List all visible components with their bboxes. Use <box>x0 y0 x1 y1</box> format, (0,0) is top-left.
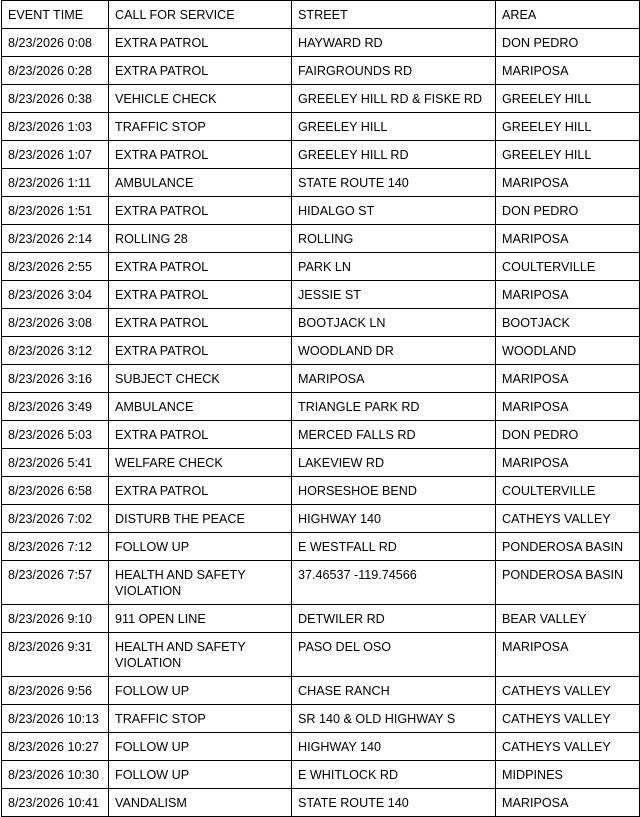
street-cell: LAKEVIEW RD <box>292 449 496 477</box>
event-time-cell: 8/23/2026 9:56 <box>2 677 109 705</box>
street-cell: GREELEY HILL <box>292 113 496 141</box>
call-for-service-cell: EXTRA PATROL <box>109 281 292 309</box>
event-time-cell: 8/23/2026 5:41 <box>2 449 109 477</box>
event-time-cell: 8/23/2026 2:55 <box>2 253 109 281</box>
area-cell: GREELEY HILL <box>496 113 640 141</box>
call-for-service-cell: 911 OPEN LINE <box>109 605 292 633</box>
area-cell: MARIPOSA <box>496 225 640 253</box>
street-cell: 37.46537 -119.74566 <box>292 561 496 605</box>
call-for-service-cell: HEALTH AND SAFETY VIOLATION <box>109 633 292 677</box>
table-row <box>2 533 640 561</box>
street-cell: JESSIE ST <box>292 281 496 309</box>
table-row <box>2 477 640 505</box>
call-for-service-cell: EXTRA PATROL <box>109 337 292 365</box>
table-row <box>2 113 640 141</box>
area-cell: PONDEROSA BASIN <box>496 533 640 561</box>
call-for-service-cell: VANDALISM <box>109 789 292 817</box>
table-row <box>2 85 640 113</box>
header-row <box>2 1 640 29</box>
area-cell: DON PEDRO <box>496 29 640 57</box>
table-row <box>2 505 640 533</box>
event-time-cell: 8/23/2026 1:11 <box>2 169 109 197</box>
area-cell: WOODLAND <box>496 337 640 365</box>
call-for-service-cell: SUBJECT CHECK <box>109 365 292 393</box>
area-cell: DON PEDRO <box>496 197 640 225</box>
event-time-cell: 8/23/2026 6:58 <box>2 477 109 505</box>
area-cell: MARIPOSA <box>496 365 640 393</box>
event-time-cell: 8/23/2026 10:30 <box>2 761 109 789</box>
call-for-service-cell: ROLLING 28 <box>109 225 292 253</box>
area-cell: MARIPOSA <box>496 169 640 197</box>
call-for-service-cell: EXTRA PATROL <box>109 141 292 169</box>
area-cell: MARIPOSA <box>496 449 640 477</box>
call-for-service-cell: VEHICLE CHECK <box>109 85 292 113</box>
event-time-cell: 8/23/2026 7:02 <box>2 505 109 533</box>
table-body <box>2 29 640 817</box>
area-cell: CATHEYS VALLEY <box>496 677 640 705</box>
street-cell: HIDALGO ST <box>292 197 496 225</box>
area-cell: DON PEDRO <box>496 421 640 449</box>
table-row <box>2 309 640 337</box>
street-cell: PASO DEL OSO <box>292 633 496 677</box>
event-time-cell: 8/23/2026 3:49 <box>2 393 109 421</box>
area-cell: GREELEY HILL <box>496 85 640 113</box>
street-cell: SR 140 & OLD HIGHWAY S <box>292 705 496 733</box>
event-time-cell: 8/23/2026 3:08 <box>2 309 109 337</box>
event-time-cell: 8/23/2026 3:12 <box>2 337 109 365</box>
header-event-time: EVENT TIME <box>2 1 109 29</box>
area-cell: BOOTJACK <box>496 309 640 337</box>
table-row <box>2 253 640 281</box>
street-cell: GREELEY HILL RD & FISKE RD <box>292 85 496 113</box>
area-cell: MARIPOSA <box>496 57 640 85</box>
call-for-service-cell: TRAFFIC STOP <box>109 113 292 141</box>
table-row <box>2 733 640 761</box>
call-for-service-cell: DISTURB THE PEACE <box>109 505 292 533</box>
street-cell: HIGHWAY 140 <box>292 505 496 533</box>
call-for-service-cell: FOLLOW UP <box>109 533 292 561</box>
street-cell: E WESTFALL RD <box>292 533 496 561</box>
event-time-cell: 8/23/2026 1:03 <box>2 113 109 141</box>
table-row <box>2 449 640 477</box>
event-time-cell: 8/23/2026 3:04 <box>2 281 109 309</box>
street-cell: FAIRGROUNDS RD <box>292 57 496 85</box>
event-time-cell: 8/23/2026 7:57 <box>2 561 109 605</box>
call-for-service-cell: FOLLOW UP <box>109 733 292 761</box>
table-row <box>2 561 640 605</box>
table-row <box>2 337 640 365</box>
area-cell: COULTERVILLE <box>496 477 640 505</box>
call-for-service-cell: EXTRA PATROL <box>109 29 292 57</box>
call-for-service-cell: EXTRA PATROL <box>109 197 292 225</box>
table-row <box>2 633 640 677</box>
table-row <box>2 29 640 57</box>
event-time-cell: 8/23/2026 10:13 <box>2 705 109 733</box>
area-cell: COULTERVILLE <box>496 253 640 281</box>
area-cell: MIDPINES <box>496 761 640 789</box>
call-for-service-cell: WELFARE CHECK <box>109 449 292 477</box>
street-cell: HAYWARD RD <box>292 29 496 57</box>
event-time-cell: 8/23/2026 1:07 <box>2 141 109 169</box>
event-time-cell: 8/23/2026 9:10 <box>2 605 109 633</box>
street-cell: ROLLING <box>292 225 496 253</box>
call-for-service-cell: EXTRA PATROL <box>109 57 292 85</box>
header-area: AREA <box>496 1 640 29</box>
call-for-service-cell: EXTRA PATROL <box>109 309 292 337</box>
street-cell: E WHITLOCK RD <box>292 761 496 789</box>
call-for-service-cell: EXTRA PATROL <box>109 253 292 281</box>
table-row <box>2 365 640 393</box>
street-cell: PARK LN <box>292 253 496 281</box>
street-cell: HIGHWAY 140 <box>292 733 496 761</box>
area-cell: CATHEYS VALLEY <box>496 733 640 761</box>
street-cell: GREELEY HILL RD <box>292 141 496 169</box>
street-cell: CHASE RANCH <box>292 677 496 705</box>
event-time-cell: 8/23/2026 7:12 <box>2 533 109 561</box>
call-for-service-cell: AMBULANCE <box>109 169 292 197</box>
street-cell: BOOTJACK LN <box>292 309 496 337</box>
table-row <box>2 789 640 817</box>
table-row <box>2 169 640 197</box>
area-cell: MARIPOSA <box>496 633 640 677</box>
area-cell: GREELEY HILL <box>496 141 640 169</box>
call-for-service-cell: TRAFFIC STOP <box>109 705 292 733</box>
event-time-cell: 8/23/2026 10:27 <box>2 733 109 761</box>
event-time-cell: 8/23/2026 2:14 <box>2 225 109 253</box>
event-time-cell: 8/23/2026 9:31 <box>2 633 109 677</box>
header-call-for-service: CALL FOR SERVICE <box>109 1 292 29</box>
area-cell: PONDEROSA BASIN <box>496 561 640 605</box>
event-time-cell: 8/23/2026 1:51 <box>2 197 109 225</box>
table-row <box>2 225 640 253</box>
table-row <box>2 281 640 309</box>
area-cell: MARIPOSA <box>496 789 640 817</box>
street-cell: HORSESHOE BEND <box>292 477 496 505</box>
event-time-cell: 8/23/2026 0:38 <box>2 85 109 113</box>
event-time-cell: 8/23/2026 3:16 <box>2 365 109 393</box>
table-row <box>2 57 640 85</box>
table-row <box>2 761 640 789</box>
event-time-cell: 8/23/2026 0:08 <box>2 29 109 57</box>
table-row <box>2 705 640 733</box>
street-cell: STATE ROUTE 140 <box>292 169 496 197</box>
street-cell: DETWILER RD <box>292 605 496 633</box>
table-row <box>2 393 640 421</box>
area-cell: MARIPOSA <box>496 281 640 309</box>
call-for-service-cell: HEALTH AND SAFETY VIOLATION <box>109 561 292 605</box>
call-for-service-cell: EXTRA PATROL <box>109 421 292 449</box>
table-row <box>2 421 640 449</box>
street-cell: MERCED FALLS RD <box>292 421 496 449</box>
event-time-cell: 8/23/2026 10:41 <box>2 789 109 817</box>
call-log-table <box>1 0 640 817</box>
header-street: STREET <box>292 1 496 29</box>
area-cell: CATHEYS VALLEY <box>496 505 640 533</box>
call-for-service-cell: EXTRA PATROL <box>109 477 292 505</box>
call-for-service-cell: FOLLOW UP <box>109 761 292 789</box>
table-row <box>2 141 640 169</box>
area-cell: BEAR VALLEY <box>496 605 640 633</box>
street-cell: TRIANGLE PARK RD <box>292 393 496 421</box>
table-row <box>2 197 640 225</box>
street-cell: MARIPOSA <box>292 365 496 393</box>
call-for-service-cell: FOLLOW UP <box>109 677 292 705</box>
street-cell: STATE ROUTE 140 <box>292 789 496 817</box>
area-cell: CATHEYS VALLEY <box>496 705 640 733</box>
event-time-cell: 8/23/2026 0:28 <box>2 57 109 85</box>
street-cell: WOODLAND DR <box>292 337 496 365</box>
area-cell: MARIPOSA <box>496 393 640 421</box>
table-row <box>2 605 640 633</box>
event-time-cell: 8/23/2026 5:03 <box>2 421 109 449</box>
call-for-service-cell: AMBULANCE <box>109 393 292 421</box>
table-row <box>2 677 640 705</box>
